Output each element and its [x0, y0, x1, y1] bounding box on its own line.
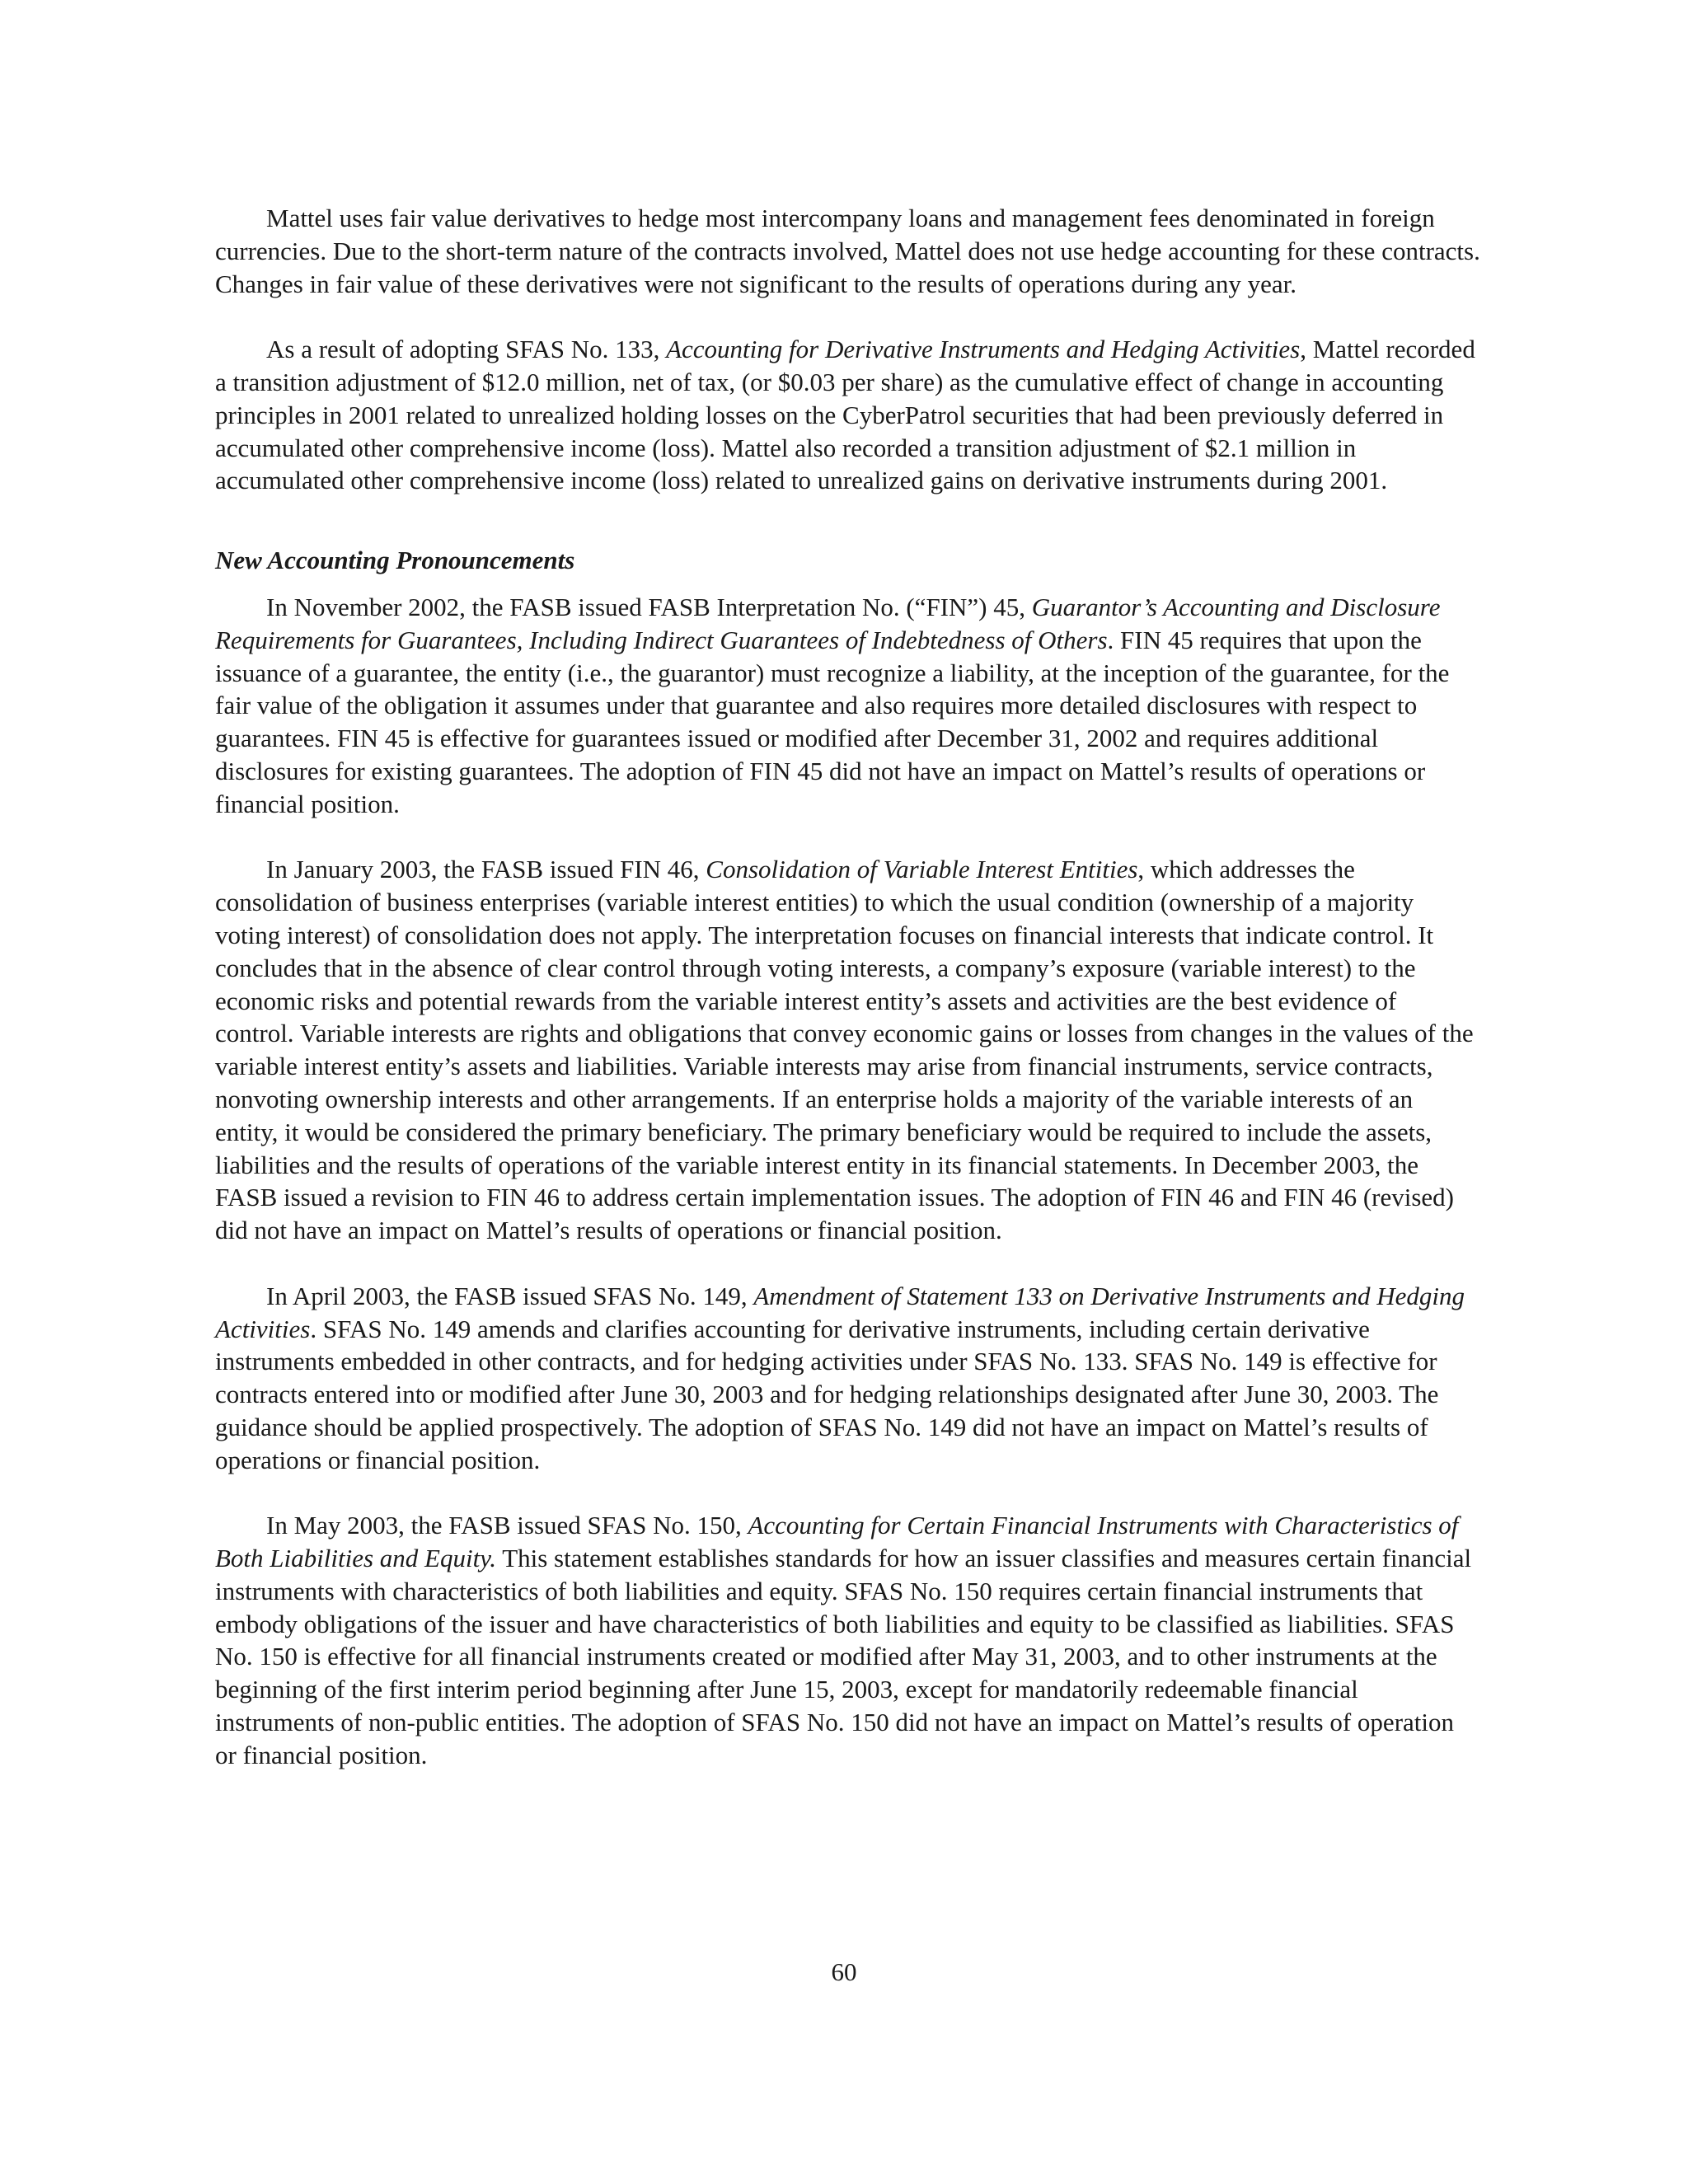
paragraph-text: In April 2003, the FASB issued SFAS No. 149, — [266, 1281, 754, 1310]
paragraph-text: This statement establishes standards for how an issuer classifies and measures certain financial instruments with characteristics of both liabilities and equity. SFAS No. 150 requires certain financial instruments that embody obligations of the issuer and have characteristics of both liabilities and equity to be classified as liabilities. SFAS No. 150 is effective for all financial instruments created or modified after May 31, 2003, and to other instruments at the beginning of the first interim period beginning after June 15, 2003, except for mandatorily redeemable financial instruments of non-public entities. The adoption of SFAS No. 150 did not have an impact on Mattel’s results of operation or financial position. — [215, 1544, 1472, 1769]
paragraph-text: , which addresses the consolidation of business enterprises (variable interest entities) to which the usual condition (ownership of a majority voting interest) of consolidation does not apply. The interpretation focuses on financial interests that indicate control. It concludes that in the absence of clear control through voting interests, a company’s exposure (variable interest) to the economic risks and potential rewards from the variable interest entity’s assets and activities are the best evidence of control. Variable interests are rights and obligations that convey economic gains or losses from changes in the values of the variable interest entity’s assets and liabilities. Variable interests may arise from financial instruments, service contracts, nonvoting ownership interests and other arrangements. If an enterprise holds a majority of the variable interests of an entity, it would be considered the primary beneficiary. The primary beneficiary would be required to include the assets, liabilities and the results of operations of the variable interest entity in its financial statements. In December 2003, the FASB issued a revision to FIN 46 to address certain implementation issues. The adoption of FIN 46 and FIN 46 (revised) did not have an impact on Mattel’s results of operations or financial position. — [215, 855, 1474, 1245]
paragraph-text: . SFAS No. 149 amends and clarifies accounting for derivative instruments, including certain derivative instruments embedded in other contracts, and for hedging activities under SFAS No. 133. SFAS No. 149 is effective for contracts entered into or modified after June 30, 2003 and for hedging relationships designated after June 30, 2003. The guidance should be applied prospectively. The adoption of SFAS No. 149 did not have an impact on Mattel’s results of operations or financial position. — [215, 1314, 1439, 1474]
paragraph-sfas-149 — [215, 1280, 1480, 1477]
paragraph-text: Mattel uses fair value derivatives to hedge most intercompany loans and management fees denominated in foreign currencies. Due to the short-term nature of the contracts involved, Mattel does not use hedge accounting for these contracts. Changes in fair value of these derivatives were not significant to the results of operations during any year. — [215, 204, 1480, 298]
paragraph-text: , Mattel recorded a transition adjustment of $12.0 million, net of tax, (or $0.03 per share) as the cumulative effect of change in accounting principles in 2001 related to unrealized holding losses on the CyberPatrol securities that had been previously deferred in accumulated other comprehensive income (loss). Mattel also recorded a transition adjustment of $2.1 million in accumulated other comprehensive income (loss) related to unrealized gains on derivative instruments during 2001. — [215, 335, 1475, 495]
document-page — [215, 202, 1480, 1772]
standard-title: Accounting for Derivative Instruments and Hedging Activities — [666, 335, 1301, 364]
standard-title: Amendment of Statement 133 on Derivative Instruments and Hedging Activities — [215, 1281, 1465, 1343]
paragraph-fin-46 — [215, 853, 1480, 1247]
paragraph-text: As a result of adopting SFAS No. 133, — [266, 335, 667, 364]
standard-title: Accounting for Certain Financial Instruments with Characteristics of Both Liabilities and Equity. — [215, 1511, 1459, 1573]
paragraph-fin-45 — [215, 591, 1480, 821]
paragraph-text: In November 2002, the FASB issued FASB Interpretation No. (“FIN”) 45, — [266, 592, 1032, 621]
standard-title: Guarantor’s Accounting and Disclosure Requirements for Guarantees, Including Indirect Guarantees of Indebtedness of Others — [215, 592, 1441, 654]
paragraph-sfas-150 — [215, 1509, 1480, 1771]
standard-title: Consolidation of Variable Interest Entities — [706, 855, 1138, 884]
section-heading-new-accounting-pronouncements: New Accounting Pronouncements — [215, 546, 575, 575]
paragraph-sfas-133-adoption — [215, 333, 1480, 497]
paragraph-text: In January 2003, the FASB issued FIN 46, — [266, 855, 706, 884]
paragraph-fair-value-derivatives — [215, 202, 1480, 300]
paragraph-text: . FIN 45 requires that upon the issuance of a guarantee, the entity (i.e., the guarantor) must recognize a liability, at the inception of the guarantee, for the fair value of the obligation it assumes under that guarantee and also requires more detailed disclosures with respect to guarantees. FIN 45 is effective for guarantees issued or modified after December 31, 2002 and requires additional disclosures for existing guarantees. The adoption of FIN 45 did not have an impact on Mattel’s results of operations or financial position. — [215, 625, 1450, 818]
page-number: 60 — [831, 1957, 857, 1986]
paragraph-text: In May 2003, the FASB issued SFAS No. 150, — [266, 1511, 748, 1540]
